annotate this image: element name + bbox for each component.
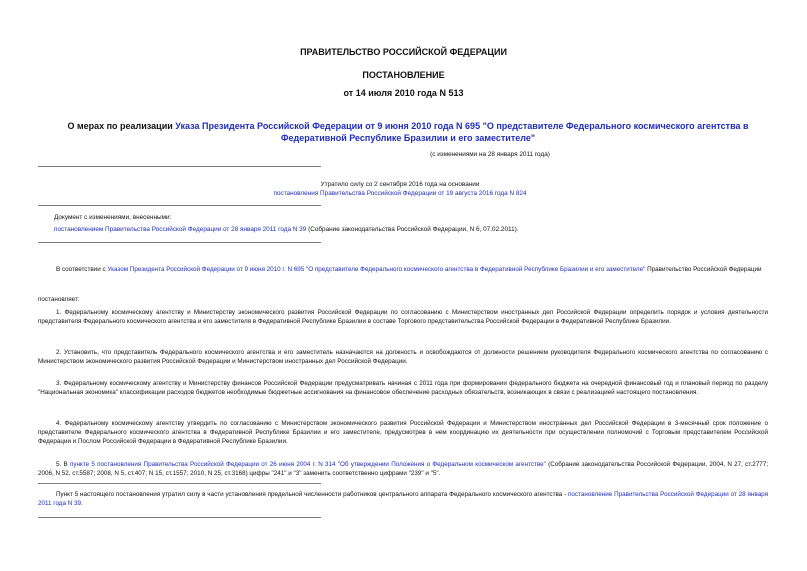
preamble-suffix: Правительство Российской Федерации xyxy=(645,266,762,273)
divider-line xyxy=(38,166,321,167)
amendments-rest: (Собрание законодательства Российской Федерации, N 6, 07.02.2011). xyxy=(306,226,519,233)
document-date-number: от 14 июля 2010 года N 513 xyxy=(343,88,464,98)
item-2-paragraph: 2. Установить, что представитель Федерального космического агентства и его заместитель назначаются на должность и освобождаются от должности решением руководителя Федерального космического агентства по согласованию с Министерством экономического развития Российской Федерации и Министерством иностранных дел Российской Федерации. xyxy=(38,349,768,365)
divider-line xyxy=(38,205,321,206)
item-5-reference-link[interactable]: пункте 5 постановления Правительства Российской Федерации от 26 июня 2004 г. N 314 "Об утверждении Положения о Федеральном космическом агентстве" xyxy=(69,461,546,468)
item-5-paragraph xyxy=(38,461,768,479)
document-type-heading: ПОСТАНОВЛЕНИЕ xyxy=(362,70,445,80)
preamble-decree-link[interactable]: Указом Президента Российской Федерации от 9 июня 2010 г. N 695 "О представителе Федерального космического агентства в Федеративной Республике Бразилии и его заместителе" xyxy=(107,266,646,273)
item-3-paragraph: 3. Федеральному космическому агентству и Министерству финансов Российской Федерации предусматривать начиная с 2011 года при формировании федерального бюджета на очередной финансовый год и плановый период по разделу "Национальная экономика" классификации расходов бюджетов необходимые бюджетные ассигнования на финансовое обеспечение расходных обязательств, возникающих в связи с реализацией настоящего постановления. xyxy=(38,380,768,396)
item-5-expiry-note xyxy=(38,491,768,509)
divider-line xyxy=(38,517,321,518)
decides-label: постановляет: xyxy=(38,296,80,303)
expired-basis-link[interactable]: постановления Правительства Российской Федерации от 19 августа 2016 года N 824 xyxy=(273,190,527,197)
item-5-rest: (Собрание законодательства Российской Федерации, 2004, N 27, ст.2777; 2006, N 52, ст.5587; 2008, N 5, ст.407; N 15, ст.1557; 2010, N 25, ст.3168) цифры "241" и "3" заменить соответственно цифрами "239" и "5". xyxy=(38,461,769,477)
note-reference-link[interactable]: постановление Правительства Российской Федерации от 28 января 2011 года N 39 xyxy=(38,491,769,507)
divider-line xyxy=(38,483,321,484)
note-text: Пункт 5 настоящего постановления утратил силу в части установления предельной численности работников центрального аппарата Федерального космического агентства - xyxy=(56,491,569,498)
government-heading: ПРАВИТЕЛЬСТВО РОССИЙСКОЙ ФЕДЕРАЦИИ xyxy=(300,47,507,57)
preamble-prefix: В соответствии с xyxy=(56,266,108,273)
amended-note: (с изменениями на 28 января 2011 года) xyxy=(430,151,550,158)
preamble-paragraph xyxy=(38,266,768,275)
expired-note: Утратило силу со 2 сентября 2016 года на основании xyxy=(320,181,480,188)
note-end: . xyxy=(81,499,83,507)
divider-line xyxy=(38,242,321,243)
document-title xyxy=(58,120,758,144)
item-5-prefix: 5. В xyxy=(56,461,70,468)
amendments-source xyxy=(54,226,774,235)
title-decree-link[interactable]: Указа Президента Российской Федерации от 9 июня 2010 года N 695 "О представителе Федерального космического агентства в Федеративной Республике Бразилии и его заместителе" xyxy=(175,121,749,143)
amendments-label: Документ с изменениями, внесенными: xyxy=(54,214,172,221)
title-prefix: О мерах по реализации xyxy=(67,121,176,131)
amendments-link[interactable]: постановлением Правительства Российской Федерации от 28 января 2011 года N 39 xyxy=(54,226,307,233)
item-1-paragraph: 1. Федеральному космическому агентству и Министерству экономического развития Российской Федерации по согласованию с Министерством иностранных дел Российской Федерации определить порядок и условия деятельности представителя Федерального космического агентства и его заместителя в Федеративной Республике Бразилии в составе Торгового представительства Российской Федерации в Федеративной Республике Бразилии. xyxy=(38,309,768,325)
item-4-paragraph: 4. Федеральному космическому агентству утвердить по согласованию с Министерством экономического развития Российской Федерации и Министерством иностранных дел Российской Федерации в 3-месячный срок положение о представителе Федерального космического агентства в Федеративной Республике Бразилии и его заместителе, предусмотрев в нем координацию их деятельности при осуществлении полномочий с Торговым представителем Российской Федерации и Послом Российской Федерации в Федеративной Республике Бразилии. xyxy=(38,420,768,445)
